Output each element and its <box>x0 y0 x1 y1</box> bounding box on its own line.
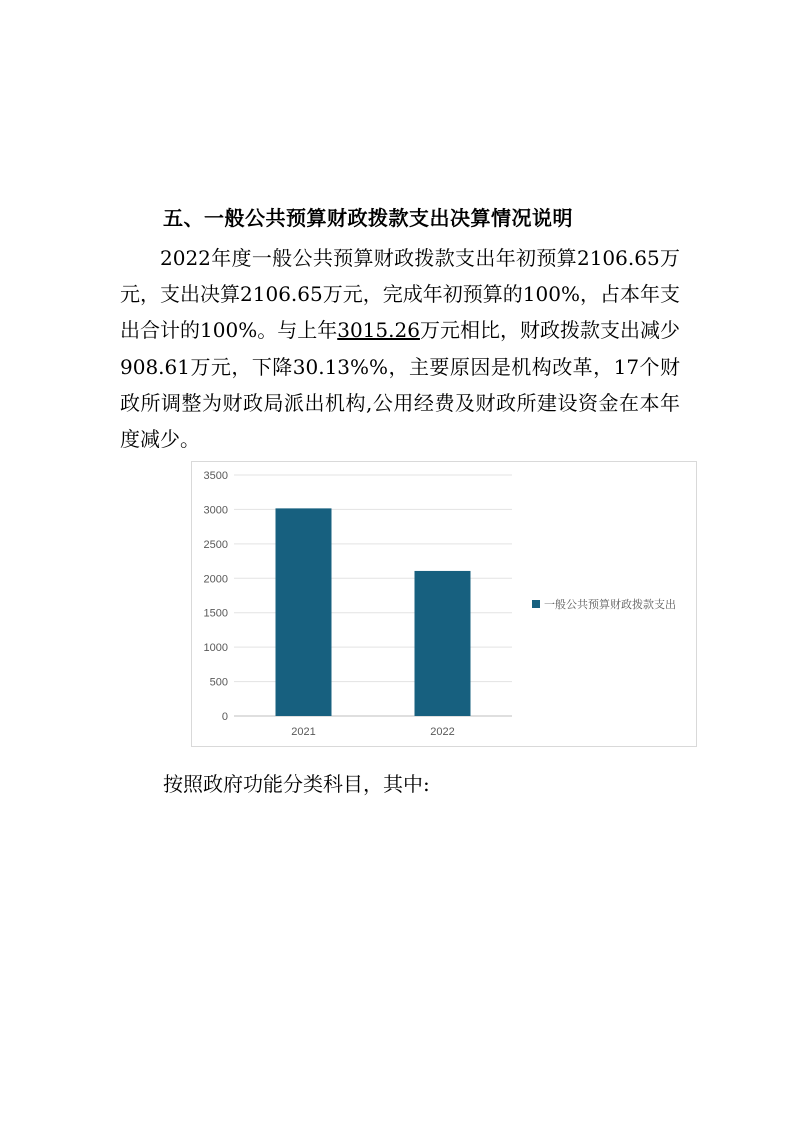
legend-swatch <box>532 600 540 608</box>
legend-label: 一般公共预算财政拨款支出 <box>544 598 676 611</box>
chart-canvas <box>192 462 696 746</box>
paragraph-text-part1: 2022年度一般公共预算财政拨款支出年初预算2106.65万元，支出决算2106.65万元，完成年初预算的100%，占本年支出合计的100%。与上年 <box>120 246 680 343</box>
classification-intro-text: 按照政府功能分类科目，其中: <box>163 772 430 796</box>
budget-paragraph <box>120 240 680 457</box>
x-tick-label: 2022 <box>430 726 455 738</box>
y-tick-label: 0 <box>221 711 228 723</box>
y-tick-label: 2500 <box>203 538 228 551</box>
y-tick-label: 1500 <box>203 607 228 620</box>
expenditure-bar-chart <box>191 461 697 747</box>
paragraph-text-part2: 万元相比，财政拨款支出减少908.61万元，下降30.13%%，主要原因是机构改革，17个财政所调整为财政局派出机构,公用经费及财政所建设资金在本年度减少。 <box>120 318 680 452</box>
section-heading: 五、一般公共预算财政拨款支出决算情况说明 <box>163 206 573 230</box>
y-tick-label: 3000 <box>203 504 228 517</box>
y-tick-label: 500 <box>209 676 228 689</box>
y-tick-label: 2000 <box>203 573 228 586</box>
bar-2021 <box>276 508 332 716</box>
bar-2022 <box>415 571 471 716</box>
y-tick-label: 3500 <box>203 470 228 482</box>
paragraph-underlined-value: 3015.26 <box>337 318 420 343</box>
x-tick-label: 2021 <box>291 726 316 738</box>
y-tick-label: 1000 <box>203 642 228 655</box>
